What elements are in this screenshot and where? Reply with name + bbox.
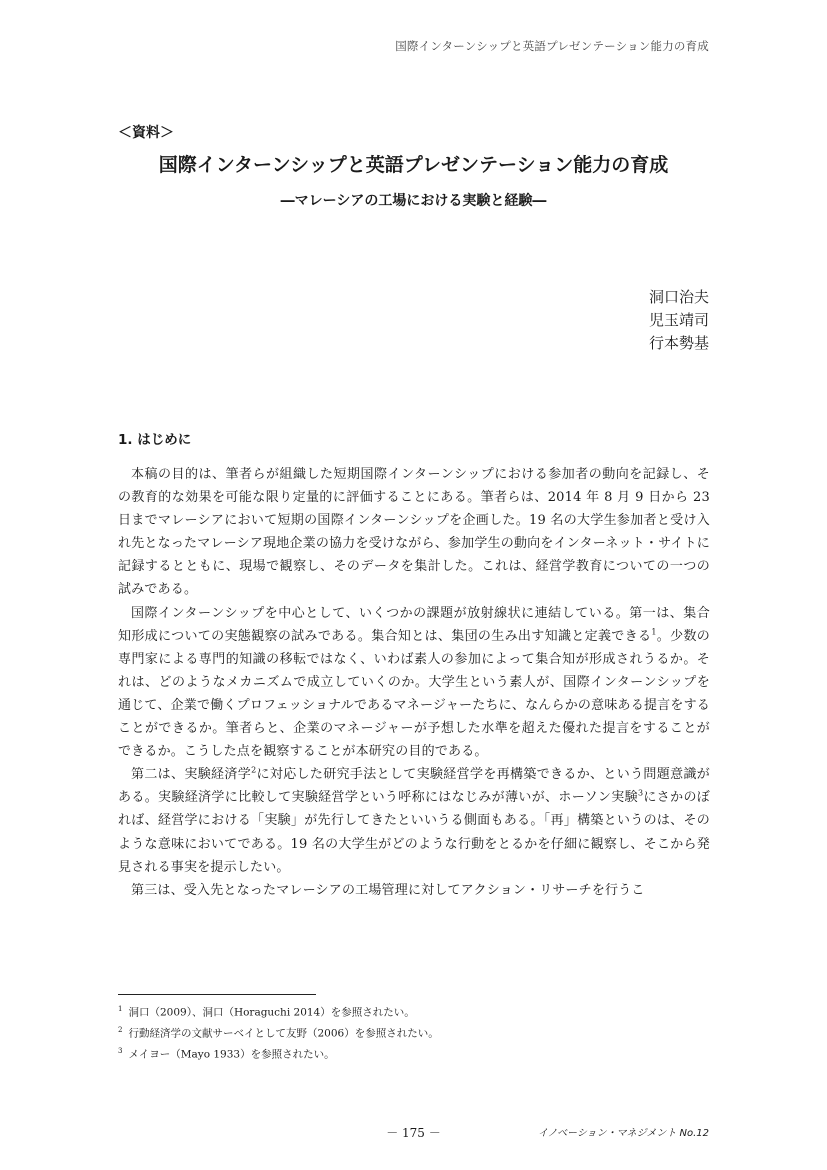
footnote-text: 洞口（2009）、洞口（Horaguchi 2014）を参照されたい。 — [128, 1006, 415, 1019]
footnote — [118, 1022, 710, 1043]
paragraph — [118, 763, 710, 878]
section-heading: 1. はじめに — [118, 432, 192, 448]
paragraph-text: 。少数の専門家による専門的知識の移転ではなく、いわば素人の参加によって集合知が形成されうるか。それは、どのようなメカニズムで成立していくのか。大学生という素人が、国際インターンシップを通じて、企業で働くプロフェッショナルであるマネージャーたちに、なんらかの意味ある提言をすることができるか。筆者らと、企業のマネージャーが予想した水準を超えた優れた提言をすることができるか。こうした点を観察することが本研究の目的である。 — [118, 628, 710, 760]
page-number: － 175 － — [386, 1126, 441, 1140]
footnote — [118, 1001, 710, 1022]
paragraph-text: 本稿の目的は、筆者らが組織した短期国際インターンシップにおける参加者の動向を記録し、その教育的な効果を可能な限り定量的に評価することにある。筆者らは、2014 年 8 月 9 日から 23 日までマレーシアにおいて短期の国際インターンシップを企画した。19 名の大学生参加者と受け入れ先となったマレーシア現地企業の協力を受けながら、参加学生の動向をインターネット・サイトに記録するとともに、現場で観察し、そのデータを集計した。これは、経営学教育についての一つの試みである。 — [118, 467, 710, 598]
footnote-reference: 1 — [651, 627, 657, 637]
author-list — [649, 286, 709, 355]
author-name: 児玉靖司 — [648, 311, 709, 329]
journal-name: イノベーション・マネジメント No.12 — [538, 1128, 709, 1139]
footnote-mark: 3 — [118, 1047, 123, 1055]
paragraph-text: にさかのぼれば、経営学における「実験」が先行してきたといいうる側面もある。「再」構築というのは、そのような意味においてである。19 名の大学生がどのような行動をとるかを仔細に観察し、そこから発見される事実を提示したい。 — [118, 790, 710, 875]
running-header: 国際インターンシップと英語プレゼンテーション能力の育成 — [395, 39, 709, 53]
document-type-label: ＜資料＞ — [118, 125, 174, 141]
paragraph-text: 第三は、受入先となったマレーシアの工場管理に対してアクション・リサーチを行うこ — [131, 882, 645, 898]
paper-title: 国際インターンシップと英語プレゼンテーション能力の育成 — [158, 154, 669, 176]
paper-subtitle: ―マレーシアの工場における実験と経験― — [280, 193, 547, 209]
paragraph — [118, 463, 710, 602]
paragraph-text: に対応した研究手法として実験経営学を再構築できるか、という問題意識がある。実験経済学に比較して実験経営学という呼称にはなじみが薄いが、ホーソン実験 — [118, 767, 710, 806]
footnote-divider — [118, 994, 316, 995]
paragraph-text: 国際インターンシップを中心として、いくつかの課題が放射線状に連結している。第一は、集合知形成についての実態観察の試みである。集合知とは、集団の生み出す知識と定義できる — [118, 605, 710, 644]
footnotes — [118, 1001, 710, 1064]
author-name: 行本勢基 — [648, 334, 709, 352]
footnote-text: 行動経済学の文献サーベイとして友野（2006）を参照されたい。 — [128, 1027, 439, 1040]
paragraph-text: 第二は、実験経済学 — [131, 767, 252, 783]
footnote — [118, 1043, 710, 1064]
footnote-reference: 3 — [637, 788, 644, 798]
footnote-reference: 2 — [251, 765, 257, 775]
paragraph — [118, 879, 710, 902]
paragraph — [118, 602, 710, 764]
author-name: 洞口治夫 — [648, 288, 709, 306]
footnote-mark: 1 — [118, 1005, 123, 1013]
body-text — [118, 463, 710, 902]
footnote-mark: 2 — [118, 1026, 123, 1034]
footnote-text: メイヨー（Mayo 1933）を参照されたい。 — [128, 1048, 335, 1061]
